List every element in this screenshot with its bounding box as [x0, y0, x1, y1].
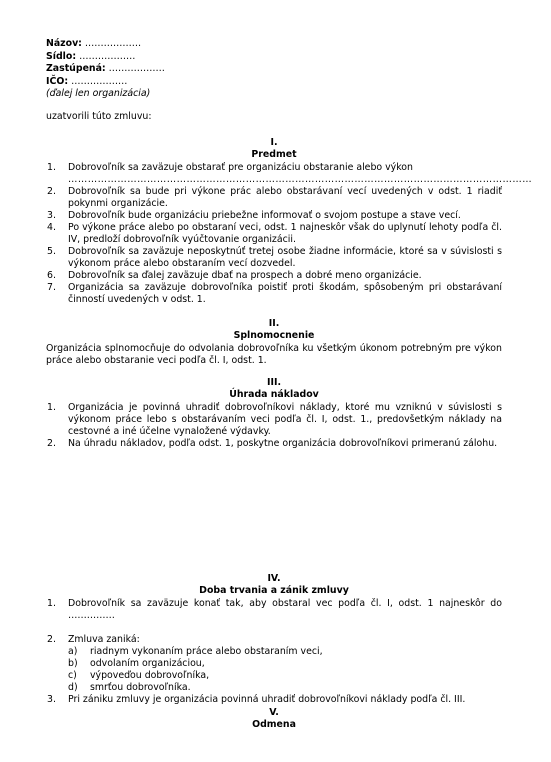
item-text: Dobrovoľník sa ďalej zaväzuje dbať na prospech a dobré meno organizácie.: [68, 270, 422, 281]
section-5: [46, 707, 502, 732]
sub-letter: d): [68, 682, 78, 693]
zastupena-label: Zastúpená:: [46, 63, 106, 74]
sidlo-value: ………………: [79, 50, 136, 62]
section-2-text: Organizácia splnomocňuje do odvolania dobrovoľníka ku všetkým úkonom potrebným pre výkon práce alebo obstaranie veci podľa čl. I, odst. 1.: [46, 343, 502, 366]
list-item: [46, 694, 502, 706]
section-4-number: IV.: [267, 573, 281, 584]
item-blank: ……………………………………………………………………………………………………………………………: [68, 174, 533, 185]
item-number: 1.: [47, 162, 56, 173]
list-item: [46, 162, 533, 186]
section-3-number: III.: [266, 377, 282, 388]
sub-letter: b): [68, 658, 78, 669]
section-2-title: Splnomocnenie: [233, 330, 315, 341]
list-item: [46, 438, 502, 450]
sidlo-label: Sídlo:: [46, 50, 77, 62]
section-1-list: [46, 162, 533, 306]
section-4-title: Doba trvania a zánik zmluvy: [199, 585, 349, 596]
item-text: Dobrovoľník sa bude pri výkone prác alebo obstarávaní vecí uvedených v odst. 1 riadiť pokynmi organizácie.: [68, 186, 502, 209]
list-item: [46, 270, 502, 282]
section-1-number: I.: [270, 137, 278, 148]
sub-letter: a): [68, 646, 78, 657]
termination-reasons: [68, 646, 502, 694]
section-5-title: Odmena: [252, 719, 296, 730]
list-item: [46, 210, 502, 222]
list-item: [46, 186, 502, 210]
intro-text: uzatvorili túto zmluvu:: [46, 111, 152, 122]
item-text: Pri zániku zmluvy je organizácia povinná uhradiť dobrovoľníkovi náklady podľa čl. III.: [68, 694, 466, 705]
item-number: 3.: [47, 694, 56, 705]
item-text: Na úhradu nákladov, podľa odst. 1, poskytne organizácia dobrovoľníkovi primeranú zálohu.: [68, 438, 498, 449]
item-number: 7.: [47, 282, 56, 293]
sub-text: výpoveďou dobrovoľníka,: [90, 670, 210, 681]
list-item: [46, 222, 502, 246]
list-item: [46, 402, 502, 438]
nazov-value: ………………: [84, 38, 142, 49]
item-text: Organizácia sa zaväzuje dobrovoľníka poistiť proti škodám, spôsobeným pri obstarávaní činností uvedených v odst. 1.: [68, 282, 502, 305]
section-3-title: Úhrada nákladov: [229, 389, 319, 400]
ico-value: ………………: [71, 75, 128, 87]
section-2: [46, 318, 502, 367]
section-3-list: [46, 402, 502, 450]
nazov-label: Názov:: [46, 38, 82, 49]
party-header: [46, 38, 165, 101]
sub-text: odvolaním organizáciou,: [90, 658, 205, 669]
item-text: Zmluva zaniká:: [68, 634, 140, 645]
section-3: [46, 377, 502, 450]
item-text: Dobrovoľník sa zaväzuje neposkytnúť tretej osobe žiadne informácie, ktoré sa v súvislosti s výkonom práce alebo obstaraním vecí dozvedel.: [68, 246, 502, 269]
item-number: 2.: [47, 186, 56, 197]
sub-item: [68, 682, 502, 694]
section-1-title: Predmet: [251, 149, 297, 160]
item-text: Dobrovoľník sa zaväzuje obstarať pre organizáciu obstaranie alebo výkon: [68, 162, 413, 173]
sidlo-line: [46, 51, 165, 64]
zastupena-value: ………………: [108, 63, 165, 74]
sub-letter: c): [68, 670, 77, 681]
zastupena-line: [46, 63, 165, 76]
section-2-number: II.: [268, 318, 280, 329]
item-text: Dobrovoľník sa zaväzuje konať tak, aby obstaral vec podľa čl. I, odst. 1 najneskôr do ……………: [68, 598, 502, 621]
sub-item: [68, 646, 502, 658]
ico-line: [46, 76, 165, 89]
item-number: 4.: [47, 222, 56, 233]
ico-label: IČO:: [46, 75, 69, 87]
item-number: 6.: [47, 270, 56, 281]
list-item: [46, 246, 502, 270]
sub-text: riadnym vykonaním práce alebo obstaraním veci,: [90, 646, 323, 657]
item-number: 1.: [47, 402, 56, 413]
item-text: Po výkone práce alebo po obstaraní veci, odst. 1 najneskôr však do uplynutí lehoty podľa čl. IV, predloží dobrovoľník vyúčtovanie organizácii.: [68, 222, 502, 245]
item-number: 2.: [47, 634, 56, 645]
item-number: 2.: [47, 438, 56, 449]
item-number: 1.: [47, 598, 56, 609]
item-text: Organizácia je povinná uhradiť dobrovoľníkovi náklady, ktoré mu vzniknú v súvislosti s výkonom práce lebo s obstarávaním veci podľa čl. I, odst. 1., predovšetkým náklady na cestovné a iné účelne vynaložené výdavky.: [68, 402, 502, 437]
item-number: 5.: [47, 246, 56, 257]
item-text: Dobrovoľník bude organizáciu priebežne informovať o svojom postupe a stave vecí.: [68, 210, 461, 221]
section-1: [46, 137, 533, 306]
item-number: 3.: [47, 210, 56, 221]
sub-text: smrťou dobrovoľníka.: [90, 682, 191, 693]
nazov-line: [46, 38, 165, 51]
dalej-line: [46, 88, 165, 101]
list-item: [46, 598, 502, 622]
sub-item: [68, 658, 502, 670]
list-item: [46, 282, 502, 306]
dalej-text: (ďalej len organizácia): [46, 88, 151, 99]
list-item: [46, 634, 502, 694]
sub-item: [68, 670, 502, 682]
section-4: [46, 573, 502, 706]
section-5-number: V.: [269, 707, 279, 718]
section-4-list: [46, 598, 502, 706]
